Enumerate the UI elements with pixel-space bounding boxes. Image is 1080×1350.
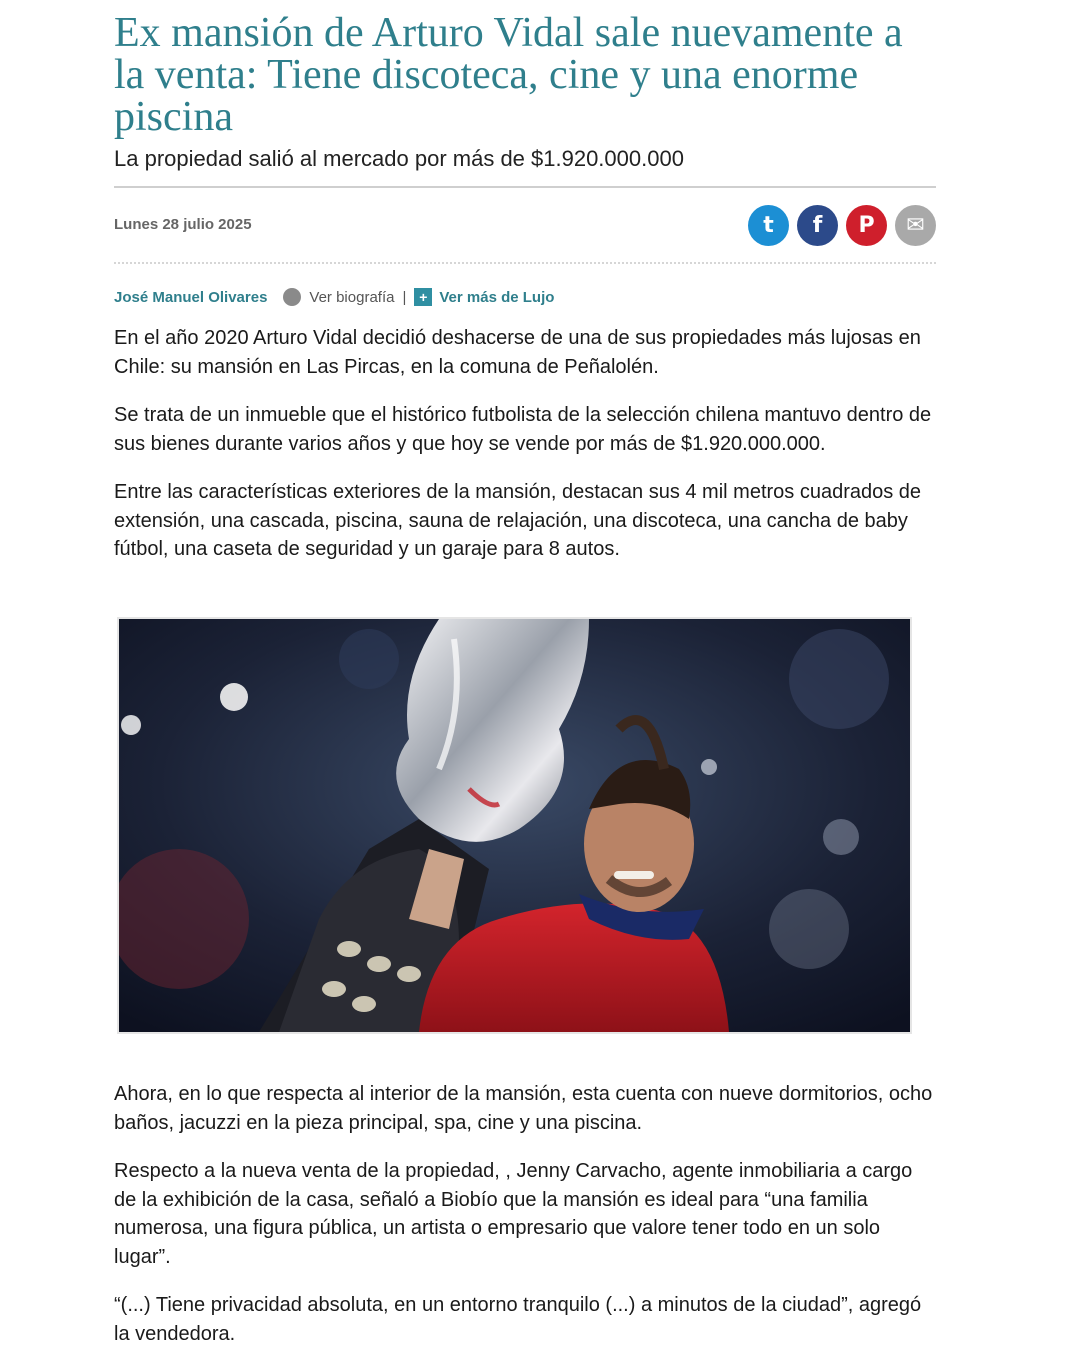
bio-link[interactable]: Ver biografía (309, 288, 395, 306)
email-icon: ✉ (906, 213, 925, 238)
byline (114, 288, 936, 306)
paragraph: Se trata de un inmueble que el histórico futbolista de la selección chilena mantuvo dentro de sus bienes durante varios años y que hoy se vende por más de $1.920.000.000. (114, 404, 932, 455)
paragraph: Ahora, en lo que respecta al interior de la mansión, esta cuenta con nueve dormitorios, ocho baños, jacuzzi en la pieza principal, spa, cine y una piscina. (114, 1083, 933, 1134)
paragraph: “(...) Tiene privacidad absoluta, en un entorno tranquilo (...) a minutos de la ciudad”, agregó la vendedora. (114, 1294, 922, 1345)
paragraph: Respecto a la nueva venta de la propiedad, , Jenny Carvacho, agente inmobiliaria a cargo de la exhibición de la casa, señaló a Biobío que la mansión es ideal para “una familia numerosa, una figura pública, un artista o empresario que valore tener todo en un solo lugar”. (114, 1160, 913, 1268)
person-icon (283, 288, 301, 306)
article-photo (117, 617, 912, 1034)
author-link[interactable]: José Manuel Olivares (114, 288, 268, 306)
more-lujo-link[interactable]: Ver más de Lujo (439, 288, 555, 306)
byline-separator: | (402, 288, 407, 306)
facebook-share-button[interactable] (797, 205, 838, 246)
pinterest-share-button[interactable] (846, 205, 887, 246)
paragraph: En el año 2020 Arturo Vidal decidió deshacerse de una de sus propiedades más lujosas en Chile: su mansión en Las Pircas, en la comuna de Peñalolén. (114, 327, 921, 378)
paragraph: Entre las características exteriores de la mansión, destacan sus 4 mil metros cuadrados de extensión, una cascada, piscina, sauna de relajación, una discoteca, una cancha de baby fútbol, una caseta de seguridad y un garaje para 8 autos. (114, 481, 922, 560)
dotted-divider (114, 262, 936, 266)
subheadline: La propiedad salió al mercado por más de $1.920.000.000 (114, 146, 684, 171)
publish-date: Lunes 28 julio 2025 (114, 216, 252, 233)
article-continued (114, 1080, 936, 1348)
photo-illustration (119, 619, 910, 1032)
article (114, 0, 936, 564)
twitter-icon: t (763, 213, 774, 238)
pinterest-icon: P (858, 213, 875, 238)
plus-icon: + (414, 288, 432, 306)
headline: Ex mansión de Arturo Vidal sale nuevamente a la venta: Tiene discoteca, cine y una enorme piscina (114, 10, 903, 140)
share-buttons (748, 205, 936, 246)
email-share-button[interactable] (895, 205, 936, 246)
twitter-share-button[interactable] (748, 205, 789, 246)
facebook-icon: f (812, 213, 823, 238)
meta-row (114, 188, 936, 262)
